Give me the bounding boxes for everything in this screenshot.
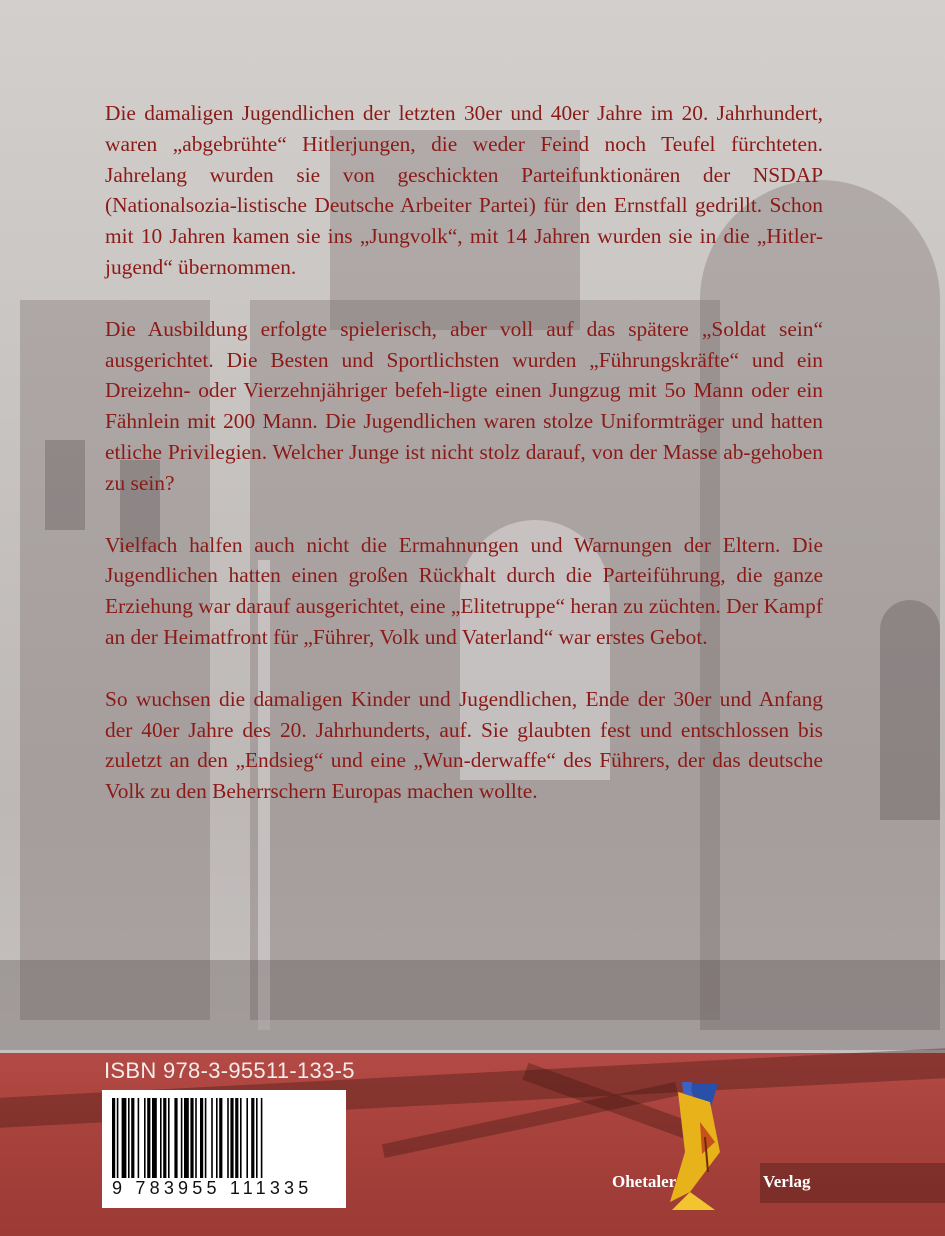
paragraph: Die Ausbildung erfolgte spielerisch, aber voll auf das spätere „Soldat sein“ ausgerichtet. Die Besten und Sportlichsten wurden „Führungskräfte“ und ein Dreizehn- oder Vierzehnjähriger befeh-ligte einen Jungzug mit 5o Mann oder ein Fähnlein mit 200 Mann. Die Jugendlichen waren stolze Uniformträger und hatten etliche Privilegien. Welcher Junge ist nicht stolz darauf, von der Masse ab-gehoben zu sein? <box>105 316 823 495</box>
paragraph: Vielfach halfen auch nicht die Ermahnungen und Warnungen der Eltern. Die Jugendlichen hatten einen großen Rückhalt durch die Parteiführung, die ganze Erziehung war darauf ausgerichtet, eine „Elitetruppe“ heran zu züchten. Der Kampf an der Heimatfront für „Führer, Volk und Vaterland“ war erstes Gebot. <box>105 532 823 649</box>
barcode-digits: 9 783955 111335 <box>112 1178 313 1198</box>
barcode-bars-icon <box>110 1098 338 1178</box>
paragraph: So wuchsen die damaligen Kinder und Jugendlichen, Ende der 30er und Anfang der 40er Jahre des 20. Jahrhunderts, auf. Sie glaubten fest und entschlossen bis zuletzt an den „Endsieg“ und eine „Wun-derwaffe“ des Führers, der das deutsche Volk zu den Beherrschern Europas machen wollte. <box>105 686 823 804</box>
publisher-name: Ohetaler <box>612 1172 677 1191</box>
publisher-logo-icon <box>660 1082 750 1212</box>
isbn-label: ISBN 978-3-95511-133-5 <box>104 1058 355 1083</box>
barcode <box>102 1090 346 1208</box>
publisher-suffix: Verlag <box>763 1172 811 1191</box>
back-cover-text <box>105 98 823 838</box>
paragraph: Die damaligen Jugendlichen der letzten 30er und 40er Jahre im 20. Jahrhundert, waren „abgebrühte“ Hitlerjungen, die weder Feind noch Teufel fürchteten. Jahrelang wurden sie von geschickten Parteifunktionären der NSDAP (Nationalsozia-listische Deutsche Arbeiter Partei) für den Ernstfall gedrillt. Schon mit 10 Jahren kamen sie ins „Jungvolk“, mit 14 Jahren wurden sie in die „Hitler-jugend“ übernommen. <box>105 101 823 279</box>
